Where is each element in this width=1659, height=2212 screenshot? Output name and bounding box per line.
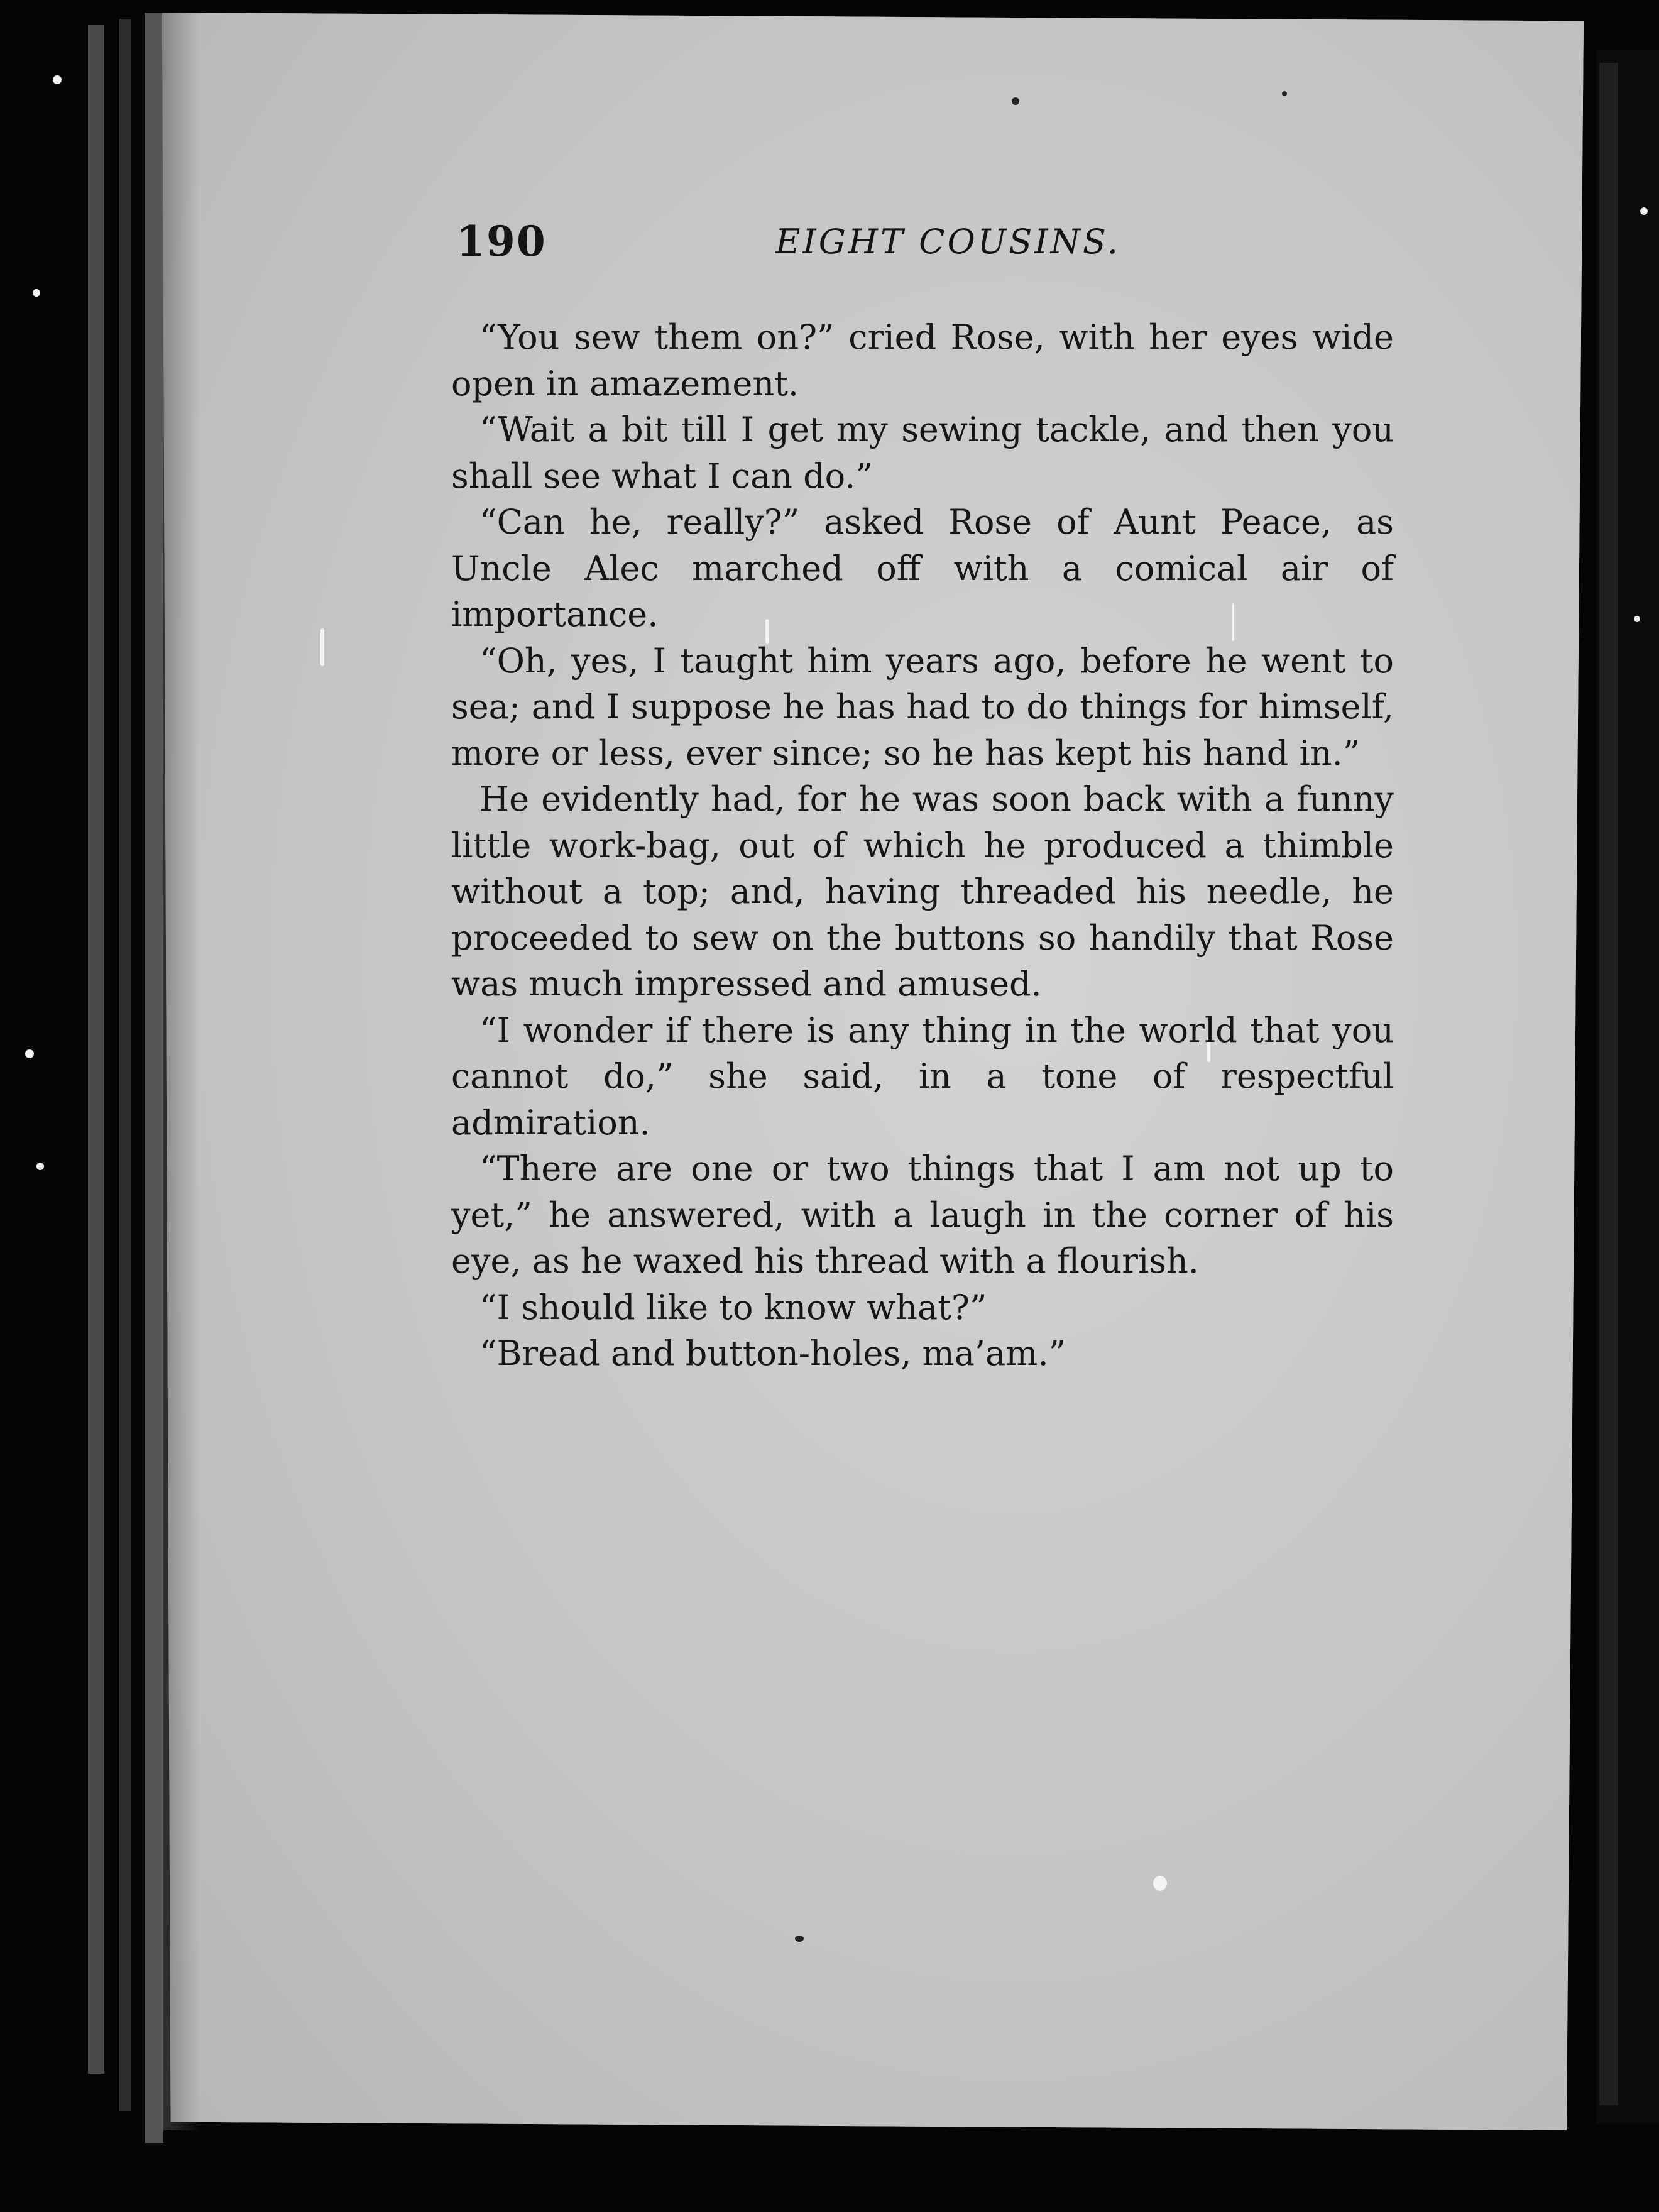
- book-edge: [145, 13, 163, 2143]
- paragraph: “I should like to know what?”: [479, 1287, 987, 1327]
- paragraph: “Oh, yes, I taught him years ago, before he went to sea; and I suppose he has had to do things for himself, more or less, ever since; so he has kept his hand in.”: [451, 640, 1394, 773]
- running-title: EIGHT COUSINS.: [775, 222, 1121, 261]
- paragraph: “There are one or two things that I am not up to yet,” he answered, with a laugh in the corner of his eye, as he waxed his thread with a flourish.: [451, 1149, 1394, 1281]
- paragraph: “I wonder if there is any thing in the world that you cannot do,” she said, in a tone of respectful admiration.: [451, 1010, 1394, 1142]
- book-edge: [119, 19, 131, 2111]
- book-edge: [88, 25, 104, 2074]
- running-head: [451, 217, 1142, 280]
- page-number: 190: [456, 217, 547, 266]
- paragraph: “Wait a bit till I get my sewing tackle, and then you shall see what I can do.”: [451, 410, 1394, 496]
- paragraph: “You sew them on?” cried Rose, with her eyes wide open in amazement.: [451, 317, 1394, 403]
- paragraph: He evidently had, for he was soon back with a funny little work-bag, out of which he produced a thimble without a top; and, having threaded his needle, he proceeded to sew on the buttons so handily that Rose was much impressed and amused.: [451, 779, 1394, 1004]
- paragraph: “Bread and button-holes, ma’am.”: [479, 1333, 1066, 1373]
- body-text: [451, 314, 1394, 1377]
- page-shadow: [162, 13, 200, 2130]
- book-gutter: [1599, 63, 1618, 2105]
- paragraph: “Can he, really?” asked Rose of Aunt Peace, as Uncle Alec marched off with a comical air of importance.: [451, 502, 1394, 634]
